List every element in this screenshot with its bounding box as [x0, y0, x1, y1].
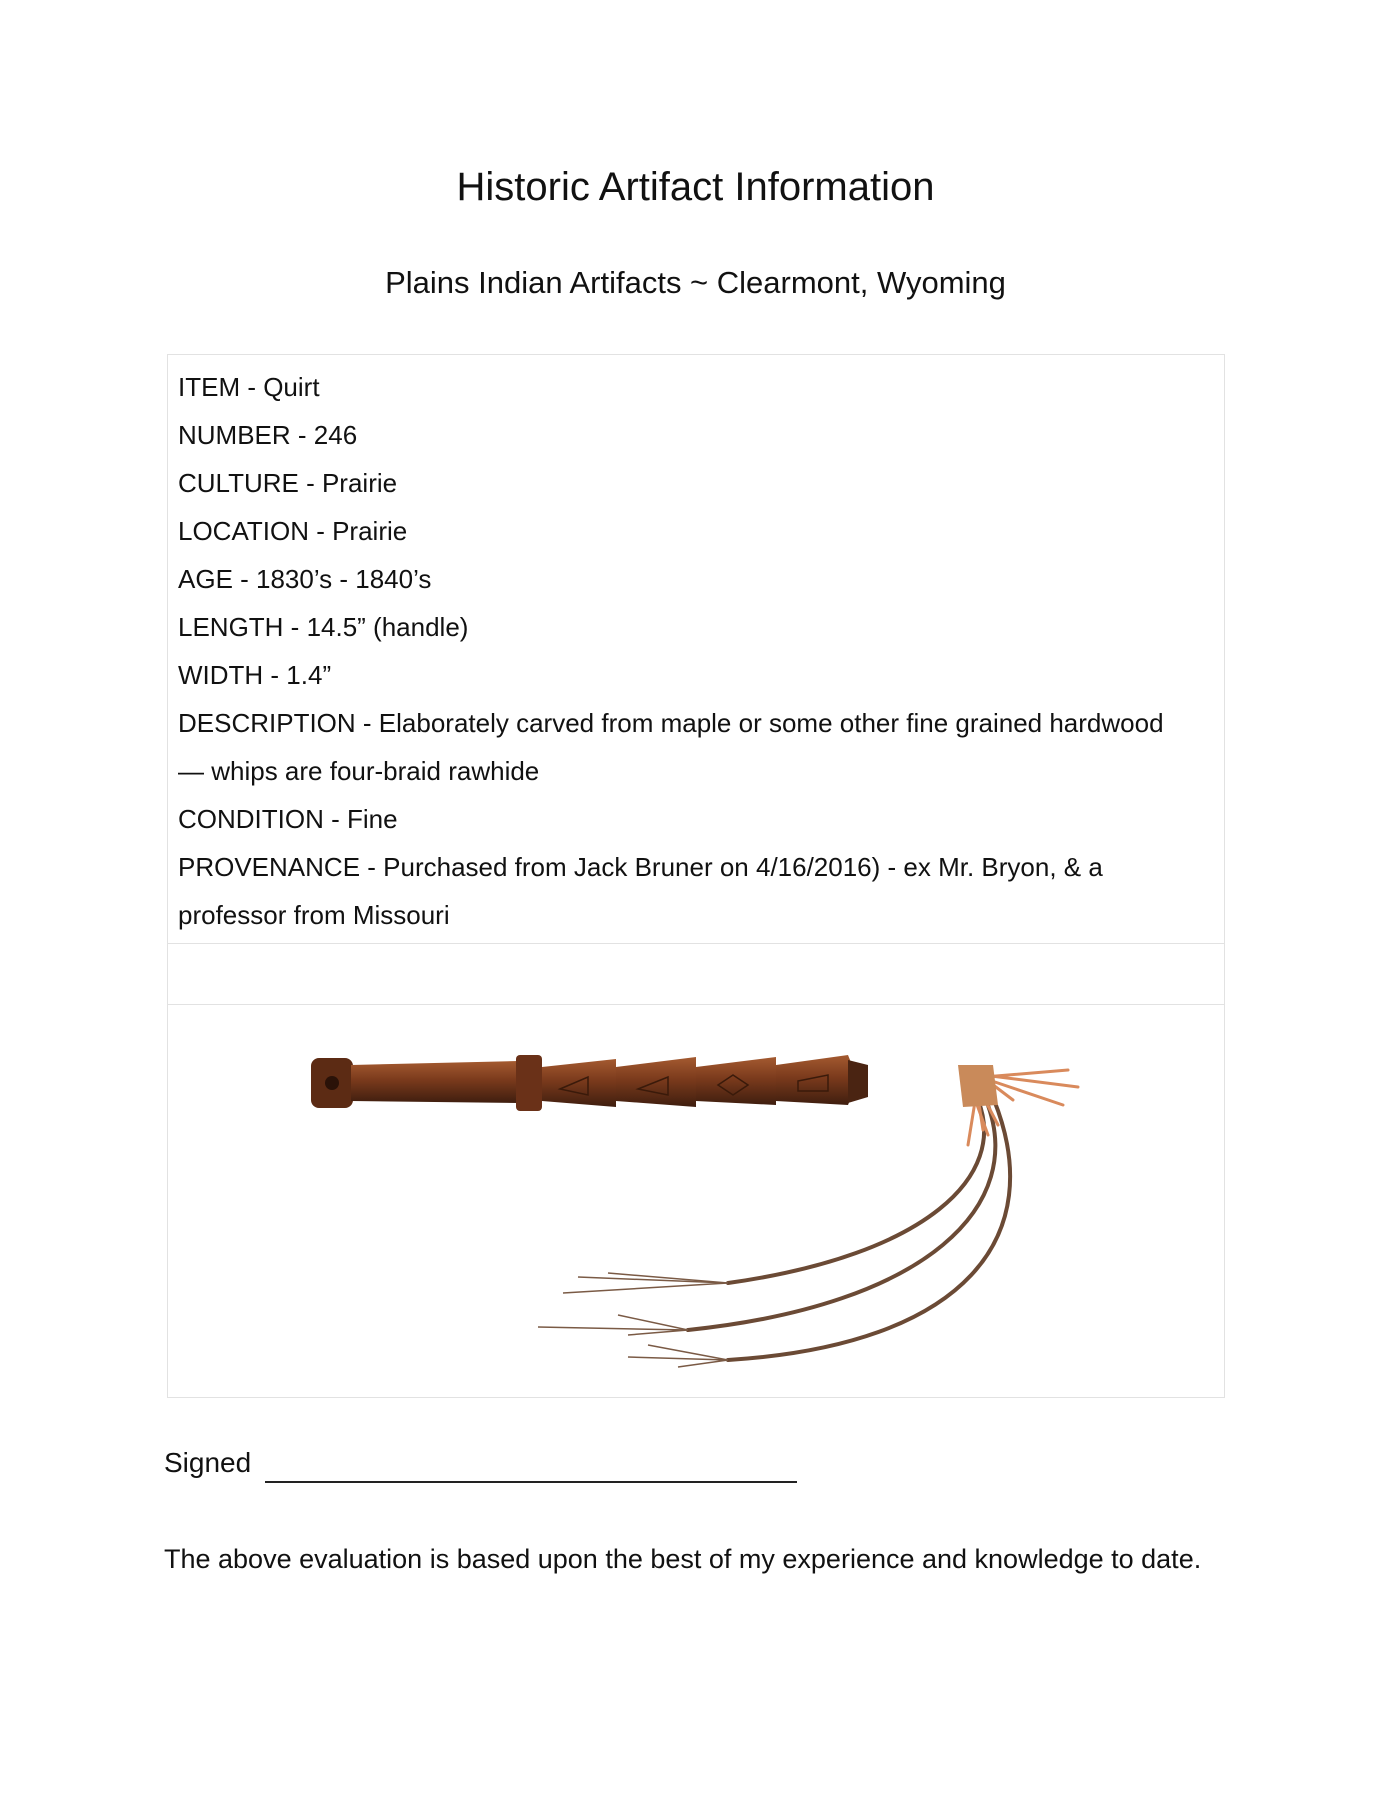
rawhide-wrap — [958, 1065, 998, 1107]
handle-tip — [848, 1060, 868, 1103]
condition-field: CONDITION - Fine — [178, 804, 398, 834]
age-field: AGE - 1830’s - 1840’s — [178, 564, 432, 594]
provenance-field: PROVENANCE - Purchased from Jack Bruner on 4/16/2016) - ex Mr. Bryon, & a — [178, 852, 1103, 882]
width-field: WIDTH - 1.4” — [178, 660, 332, 690]
description-field: DESCRIPTION - Elaborately carved from maple or some other fine grained hardwood — [178, 708, 1164, 738]
artifact-photo-cell — [168, 1005, 1224, 1397]
wrist-hole — [325, 1076, 339, 1090]
disclaimer-text: The above evaluation is based upon the best of my experience and knowledge to date. — [164, 1544, 1202, 1574]
handle-collar — [516, 1055, 542, 1111]
location-field: LOCATION - Prairie — [178, 516, 408, 546]
handle-grip — [351, 1061, 518, 1103]
quirt-photo — [168, 1005, 1224, 1397]
artifact-info-table — [167, 354, 1225, 1398]
empty-table-row — [168, 944, 1224, 1005]
culture-field: CULTURE - Prairie — [178, 468, 398, 498]
quirt-handle — [311, 1055, 868, 1111]
signed-label: Signed — [164, 1447, 252, 1478]
carved-segment-4 — [776, 1055, 858, 1105]
artifact-details-cell — [168, 355, 1224, 944]
provenance-field-continued: professor from Missouri — [178, 900, 450, 930]
whip-lashes — [688, 1100, 1010, 1360]
length-field: LENGTH - 14.5” (handle) — [178, 612, 469, 642]
whip-tips — [538, 1273, 728, 1367]
carved-segment-3 — [696, 1057, 776, 1105]
page-title: Historic Artifact Information — [456, 165, 935, 209]
item-field: ITEM - Quirt — [178, 372, 320, 402]
description-field-continued: — whips are four-braid rawhide — [178, 756, 540, 786]
whip-lash-1 — [728, 1100, 984, 1283]
number-field: NUMBER - 246 — [178, 420, 358, 450]
page-subtitle: Plains Indian Artifacts ~ Clearmont, Wyoming — [385, 265, 1006, 300]
signature-line — [265, 1481, 797, 1483]
carved-segment-1 — [542, 1059, 616, 1107]
